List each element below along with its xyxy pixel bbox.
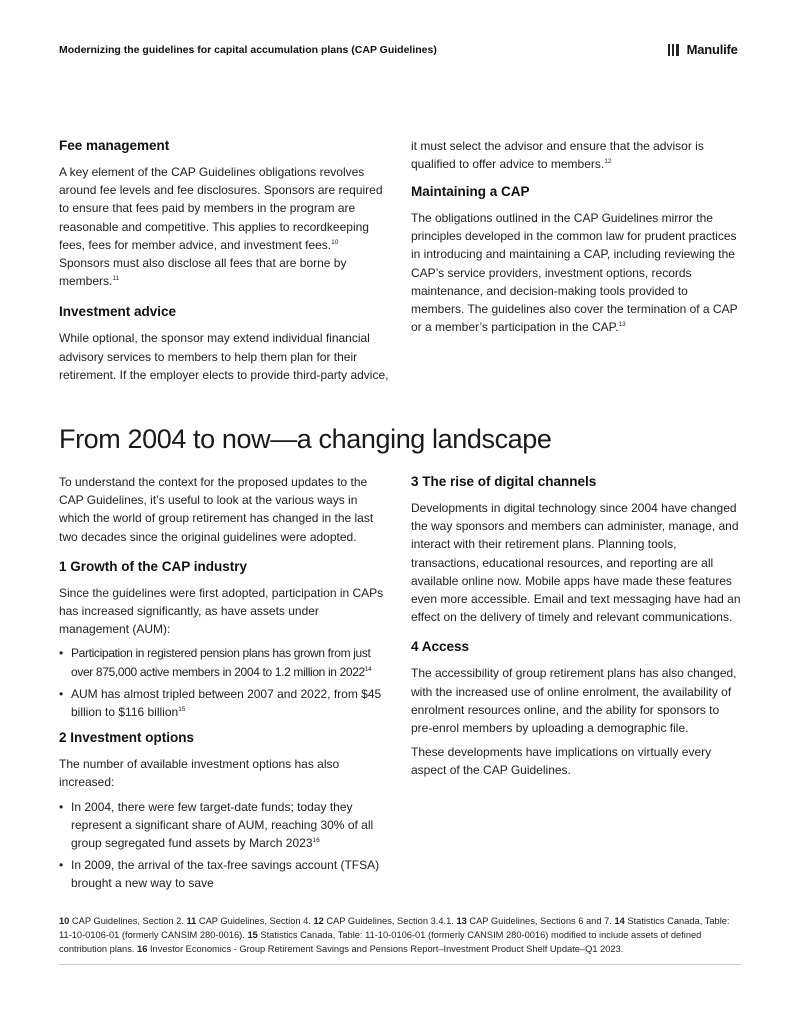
manulife-logo (668, 42, 738, 57)
advice-continuation-text: it must select the advisor and ensure that the advisor is qualified to offer advice to members.$^{12}$ (411, 139, 704, 172)
footnote: 10 CAP Guidelines, Section 2. (59, 916, 187, 926)
list-item: • In 2009, the arrival of the tax-free savings account (TFSA) brought a new way to save (71, 856, 391, 892)
top-right-column (411, 137, 743, 342)
investment-options-text: The number of available investment options has also increased: (59, 757, 340, 790)
list-item: • Participation in registered pension plans has grown from just over 875,000 active members in 2004 to 1.2 million in 2022$^{14}$ (71, 644, 391, 680)
advice-continuation (411, 137, 743, 173)
growth-list (59, 644, 391, 721)
digital-channels-heading: 3 The rise of digital channels (411, 474, 597, 489)
fee-management-text: A key element of the CAP Guidelines obligations revolves around fee levels and fee disclosures. Sponsors are required to ensure that fees paid by members in the program are reasonable and competitive. This applies to recordkeeping fees, fees for member advice, and investment fees.$^{10}$ Sponsors must also disclose all fees that are borne by members.$^{11}$ (59, 165, 383, 289)
options-list (59, 798, 391, 893)
footnote: 15 Statistics Canada, Table: 11-10-0106-01 (formerly CANSIM 280-0016) modified to include assets of defined contribution plans. (59, 930, 702, 954)
footnotes (59, 914, 743, 956)
maintaining-cap-heading: Maintaining a CAP (411, 184, 530, 199)
lower-right-column (411, 473, 743, 786)
intro-text: To understand the context for the proposed updates to the CAP Guidelines, it’s useful to look at the various ways in which the world of group retirement has changed in the last two decades since the original guidelines were adopted. (59, 475, 374, 544)
investment-advice-heading: Investment advice (59, 304, 177, 320)
fee-management-heading: Fee management (59, 138, 170, 153)
footnote: 12 CAP Guidelines, Section 3.4.1. (313, 916, 457, 926)
footnote: 13 CAP Guidelines, Sections 6 and 7. (456, 916, 615, 926)
footnote: 14 Statistics Canada, Table: 11-10-0106-01 (formerly CANSIM 280-0016). (59, 916, 730, 940)
investment-options-heading: 2 Investment options (59, 730, 195, 746)
access-heading: 4 Access (411, 639, 470, 655)
growth-heading: 1 Growth of the CAP industry (59, 558, 248, 574)
top-left-column (59, 137, 391, 390)
access-text-2: These developments have implications on virtually every aspect of the CAP Guidelines. (411, 745, 712, 778)
digital-channels-text: Developments in digital technology since 2004 have changed the way sponsors and members can administer, manage, and interact with their retirement plans. Planning tools, transactions, educational resources, and reporting are all available online now. Mobile apps have made these features even more accessible. Email and text messaging have had an effect on the delivery of timely and relevant communications. (411, 501, 741, 625)
document-title: Modernizing the guidelines for capital accumulation plans (CAP Guidelines) (59, 44, 437, 56)
logo-text: Manulife (686, 42, 738, 57)
investment-advice-text: While optional, the sponsor may extend individual financial advisory services to members to help them plan for their retirement. If the employer elects to provide third-party advice, (59, 331, 389, 382)
list-item: • In 2004, there were few target-date funds; today they represent a significant share of AUM, reaching 30% of all group segregated fund assets by March 2023$^{16}$ (71, 798, 391, 853)
footer-divider (59, 964, 741, 965)
footnote: 16 Investor Economics - Group Retirement Savings and Pensions Report–Investment Product Shelf Update–Q1 2023. (137, 944, 624, 954)
section-title: From 2004 to now—a changing landscape (59, 424, 552, 454)
growth-text: Since the guidelines were first adopted, participation in CAPs has increased significantly, as have assets under management (AUM): (59, 585, 384, 637)
access-text: The accessibility of group retirement plans has also changed, with the increased use of online enrolment, the availability of enrolment resources online, and the ability for sponsors to pre-enrol members by uploading a demographic file. (411, 666, 737, 736)
manulife-logo-icon (668, 43, 679, 56)
list-item: • AUM has almost tripled between 2007 and 2022, from $45 billion to $116 billion$^{15}$ (71, 685, 391, 721)
footnote: 11 CAP Guidelines, Section 4. (186, 916, 314, 926)
maintaining-cap-text: The obligations outlined in the CAP Guidelines mirror the principles developed in the common law for prudent practices in introducing and maintaining a CAP, including reviewing the CAP’s service providers, investment options, records maintenance, and decision-making tools provided to members. The guidelines also cover the termination of a CAP or a member’s participation in the CAP.$^{13}$ (411, 211, 738, 335)
lower-left-column (59, 473, 391, 901)
